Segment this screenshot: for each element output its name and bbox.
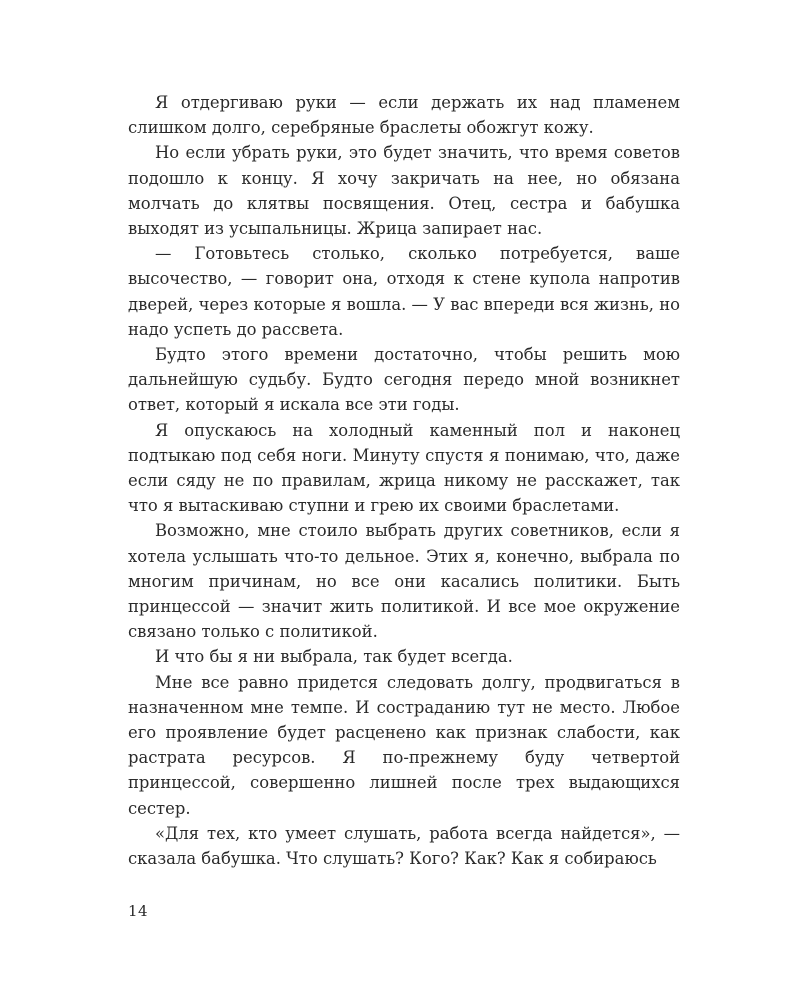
paragraph: «Для тех, кто умеет слушать, работа всегда найдется», — сказала бабушка. Что слушать? Кого? Как? Как я собираюсь bbox=[128, 823, 680, 869]
paragraph: — Готовьтесь столько, сколько потребуется, ваше высочество, — говорит она, отходя к стене купола напротив дверей, через которые я вошла. — У вас впереди вся жизнь, но надо успеть до рассвета. bbox=[128, 244, 680, 339]
paragraph: Я опускаюсь на холодный каменный пол и наконец подтыкаю под себя ноги. Минуту спустя я понимаю, что, даже если сяду не по правилам, жрица никому не расскажет, так что я вытаскиваю ступни и грею их своими браслетами. bbox=[128, 420, 680, 516]
paragraph: Будто этого времени достаточно, чтобы решить мою дальнейшую судьбу. Будто сегодня передо мной возникнет ответ, который я искала все эти годы. bbox=[128, 345, 680, 415]
paragraph: Но если убрать руки, это будет значить, что время советов подошло к концу. Я хочу закричать на нее, но обязана молчать до клятвы посвящения. Отец, сестра и бабушка выходят из усыпальницы. Жрица запирает нас. bbox=[128, 143, 680, 239]
paragraph: Мне все равно придется следовать долгу, продвигаться в назначенном мне темпе. И состраданию тут не место. Любое его проявление будет расценено как признак слабости, как растрата ресурсов. Я по-прежнему буду четвертой принцессой, совершенно лишней после трех выдающихся сестер. bbox=[128, 672, 680, 818]
page-number: 14 bbox=[128, 902, 149, 920]
paragraph: Возможно, мне стоило выбрать других советников, если я хотела услышать что-то дельное. Этих я, конечно, выбрала по многим причинам, но все они касались политики. Быть принцессой — значит жить политикой. И все мое окружение связано только с политикой. bbox=[128, 521, 680, 642]
paragraph: Я отдергиваю руки — если держать их над пламенем слишком долго, серебряные браслеты обожгут кожу. bbox=[128, 93, 680, 138]
paragraph: И что бы я ни выбрала, так будет всегда. bbox=[155, 647, 513, 667]
body-text bbox=[128, 90, 680, 871]
